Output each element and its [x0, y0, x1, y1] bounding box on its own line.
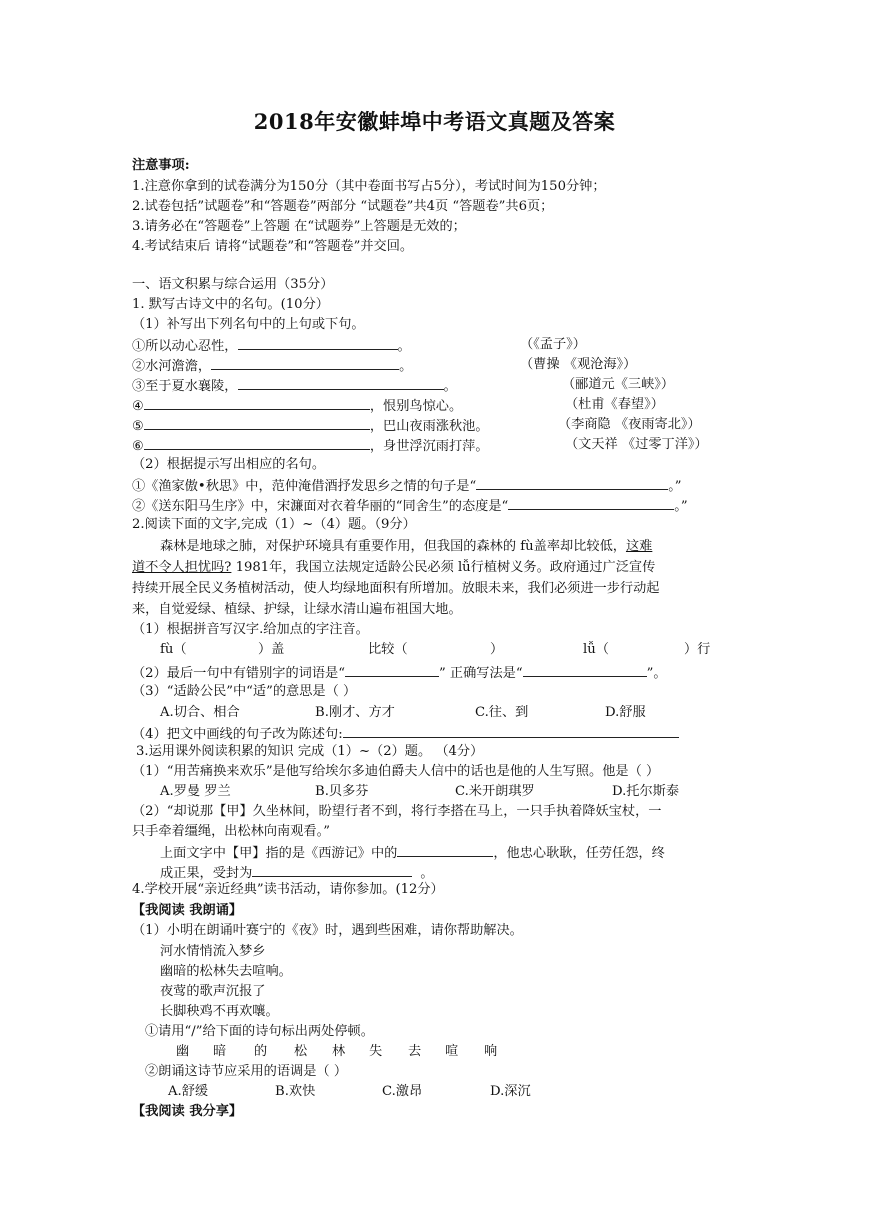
choice-option[interactable]: A.舒缓 — [168, 1084, 209, 1099]
poem-line: 长脚秧鸡不再欢嚷。 — [160, 1004, 279, 1019]
sub-question: ②朗诵这诗节应采用的语调是（ ） — [145, 1064, 348, 1079]
fill-suffix: ，身世浮沉雨打萍。 — [369, 439, 489, 454]
sub-question — [132, 662, 667, 684]
sub-question: （1）根据拼音写汉字.给加点的字注音。 — [132, 622, 369, 637]
pinyin-prompt: ）盖 — [258, 642, 285, 657]
fill-line — [132, 435, 489, 457]
notice-item: 3.请务必在“答题卷”上答题 在“试题券”上答题是无效的； — [132, 219, 466, 234]
notice-item: 2.试卷包括”试题卷”和“答题卷”两部分 “试题卷”共4页 “答题卷”共6页； — [132, 199, 554, 214]
passage-line — [160, 537, 652, 557]
sub-question: （1）小明在朗诵叶赛宁的《夜》时，遇到些困难，请你帮助解决。 — [132, 923, 523, 938]
poem-char[interactable]: 去 — [408, 1044, 422, 1059]
pinyin-prompt: 比较（ — [368, 642, 408, 657]
answer-blank[interactable] — [238, 375, 444, 390]
fill-line — [132, 415, 489, 437]
underlined-sentence: 这难 — [625, 539, 653, 554]
poem-char[interactable]: 松 — [294, 1044, 308, 1059]
question-heading: 2.阅读下面的文字,完成（1）~（4）题。（9分） — [132, 517, 416, 532]
sub-question: （3）“适龄公民”中“适”的意思是（ ） — [132, 684, 357, 699]
choice-option[interactable]: B.欢快 — [275, 1084, 316, 1099]
underlined-sentence: 道不令人担忧吗? — [132, 560, 232, 575]
sub-question: ①请用“/”给下面的诗句标出两处停顿。 — [145, 1024, 374, 1039]
fill-prefix: ⑤ — [132, 419, 144, 434]
hint-prefix: ②《送东阳马生序》中，宋濂面对衣着华丽的“同舍生”的态度是“ — [132, 499, 509, 514]
poem-char[interactable]: 幽 — [176, 1044, 190, 1059]
answer-blank[interactable] — [211, 355, 399, 370]
poem-char[interactable]: 响 — [484, 1044, 498, 1059]
choice-option[interactable]: D.深沉 — [490, 1084, 531, 1099]
fill-suffix: ，巴山夜雨涨秋池。 — [369, 419, 489, 434]
question-text: 上面文字中【甲】指的是《西游记》中的 — [160, 846, 398, 861]
pinyin-prompt: lǚ（ — [583, 642, 609, 657]
choice-option[interactable]: D.舒服 — [605, 705, 646, 720]
sub-question — [160, 842, 665, 864]
question-heading: 4.学校开展“亲近经典”读书活动，请你参加。(12分） — [132, 882, 444, 897]
question-text: ” 正确写法是“ — [438, 666, 523, 681]
answer-blank[interactable] — [397, 842, 493, 857]
question-text: ”。 — [646, 666, 667, 681]
hint-suffix: 。” — [674, 499, 688, 514]
poem-char[interactable]: 喧 — [445, 1044, 459, 1059]
source-citation: （杜甫《春望》） — [565, 397, 664, 412]
poem-char[interactable]: 暗 — [213, 1044, 227, 1059]
question-text: ，他忠心耿耿，任劳任怨，终 — [493, 846, 665, 861]
choice-option[interactable]: A.切合、相合 — [160, 705, 240, 720]
question-text: 成正果，受封为 — [160, 866, 253, 881]
sub-question: （2）根据提示写出相应的名句。 — [132, 457, 326, 472]
poem-line: 河水情悄流入梦乡 — [160, 944, 266, 959]
passage-line: 来，自觉爱绿、植绿、护绿，让绿水清山遍布祖国大地。 — [132, 602, 462, 617]
hint-line — [132, 475, 682, 497]
passage-text: 1981年，我国立法规定适龄公民必须 lǚ行植树义务。政府通过广泛宣传 — [231, 560, 656, 575]
question-text: （2）最后一句中有错别字的词语是“ — [132, 666, 345, 681]
poem-char[interactable]: 失 — [369, 1044, 383, 1059]
choice-option[interactable]: C.激昂 — [382, 1084, 423, 1099]
sub-question: （1）补写出下列名句中的上句或下句。 — [132, 317, 365, 332]
fill-line — [132, 335, 411, 357]
part-heading: 【我阅读 我分享】 — [132, 1104, 243, 1119]
passage-line: 持续开展全民义务植树活动，使人均绿地面积有所增加。放眼未来，我们必须进一步行动起 — [132, 581, 660, 596]
source-citation: （李商隐 《夜雨寄北》） — [558, 417, 701, 432]
hint-line — [132, 495, 688, 517]
fill-suffix: 。 — [399, 359, 413, 374]
fill-line — [132, 355, 412, 377]
hint-suffix: 。” — [668, 479, 682, 494]
question-text: （4）把文中画线的句子改为陈述句: — [132, 727, 343, 742]
answer-blank[interactable] — [345, 662, 439, 677]
choice-option[interactable]: A.罗曼 罗兰 — [160, 784, 231, 799]
pinyin-prompt: ）行 — [684, 642, 711, 657]
fill-line — [132, 395, 462, 417]
poem-char[interactable]: 的 — [254, 1044, 268, 1059]
question-heading: 3.运用课外阅读积累的知识 完成（1）~（2）题。 （4分） — [136, 744, 484, 759]
fill-suffix: 。 — [397, 339, 411, 354]
answer-blank[interactable] — [144, 415, 370, 430]
answer-blank[interactable] — [144, 435, 370, 450]
fill-prefix: ①所以动心忍性， — [132, 339, 238, 354]
source-citation: （文天祥 《过零丁洋》） — [565, 437, 708, 452]
answer-blank[interactable] — [238, 335, 398, 350]
fill-prefix: ⑥ — [132, 439, 144, 454]
notice-item: 4.考试结束后 请将“试题卷”和“答题卷”并交回。 — [132, 239, 414, 254]
passage-line — [132, 558, 655, 578]
section-heading: 一、语文积累与综合运用（35分） — [132, 277, 334, 292]
source-citation: （《孟子》） — [520, 337, 586, 352]
answer-blank[interactable] — [508, 495, 674, 510]
question-heading: 1. 默写古诗文中的名句。(10分） — [132, 297, 329, 312]
fill-suffix: ，恨别鸟惊心。 — [369, 399, 463, 414]
answer-blank[interactable] — [343, 723, 679, 738]
choice-option[interactable]: C.米开朗琪罗 — [455, 784, 535, 799]
notice-heading: 注意事项: — [132, 158, 190, 173]
sub-question: （1）“用苦痛换来欢乐”是他写给埃尔多迪伯爵夫人信中的话也是他的人生写照。他是（ ） — [132, 764, 660, 779]
source-citation: （曹操 《观沧海》） — [520, 357, 637, 372]
hint-prefix: ①《渔家傲•秋思》中，范仲淹借酒抒发思乡之情的句子是“ — [132, 479, 477, 494]
sub-question: （2）“却说那【甲】久坐林间，盼望行者不到，将行李搭在马上，一只手执着降妖宝杖，一 — [132, 804, 662, 819]
fill-prefix: ④ — [132, 399, 144, 414]
source-citation: （郦道元《三峡》） — [562, 377, 675, 392]
answer-blank[interactable] — [476, 475, 668, 490]
passage-text: 森林是地球之肺，对保护环境具有重要作用，但我国的森林的 fù盖率却比较低， — [160, 539, 626, 554]
choice-option[interactable]: D.托尔斯泰 — [612, 784, 680, 799]
page-title: 2018年安徽蚌埠中考语文真题及答案 — [253, 109, 616, 134]
answer-blank[interactable] — [252, 862, 412, 877]
poem-char[interactable]: 林 — [332, 1044, 346, 1059]
pinyin-prompt: fù（ — [160, 642, 187, 657]
part-heading: 【我阅读 我朗诵】 — [132, 903, 243, 918]
sub-question: 只手牵着缰绳，出松林向南观看。” — [132, 824, 330, 839]
question-text: 。 — [420, 866, 434, 881]
choice-option[interactable]: B.刚才、方才 — [315, 705, 395, 720]
poem-line: 夜莺的歌声沉报了 — [160, 984, 266, 999]
fill-suffix: 。 — [443, 379, 457, 394]
choice-option[interactable]: B.贝多芬 — [315, 784, 369, 799]
poem-line: 幽暗的松林失去喧响。 — [160, 964, 292, 979]
fill-prefix: ②水河澹澹， — [132, 359, 212, 374]
answer-blank[interactable] — [523, 662, 647, 677]
notice-item: 1.注意你拿到的试卷满分为150分（其中卷面书写占5分），考试时间为150分钟； — [132, 179, 606, 194]
fill-line — [132, 375, 457, 397]
pinyin-prompt: ） — [490, 642, 504, 657]
answer-blank[interactable] — [144, 395, 370, 410]
fill-prefix: ③至于夏水襄陵， — [132, 379, 238, 394]
choice-option[interactable]: C.往、到 — [475, 705, 529, 720]
